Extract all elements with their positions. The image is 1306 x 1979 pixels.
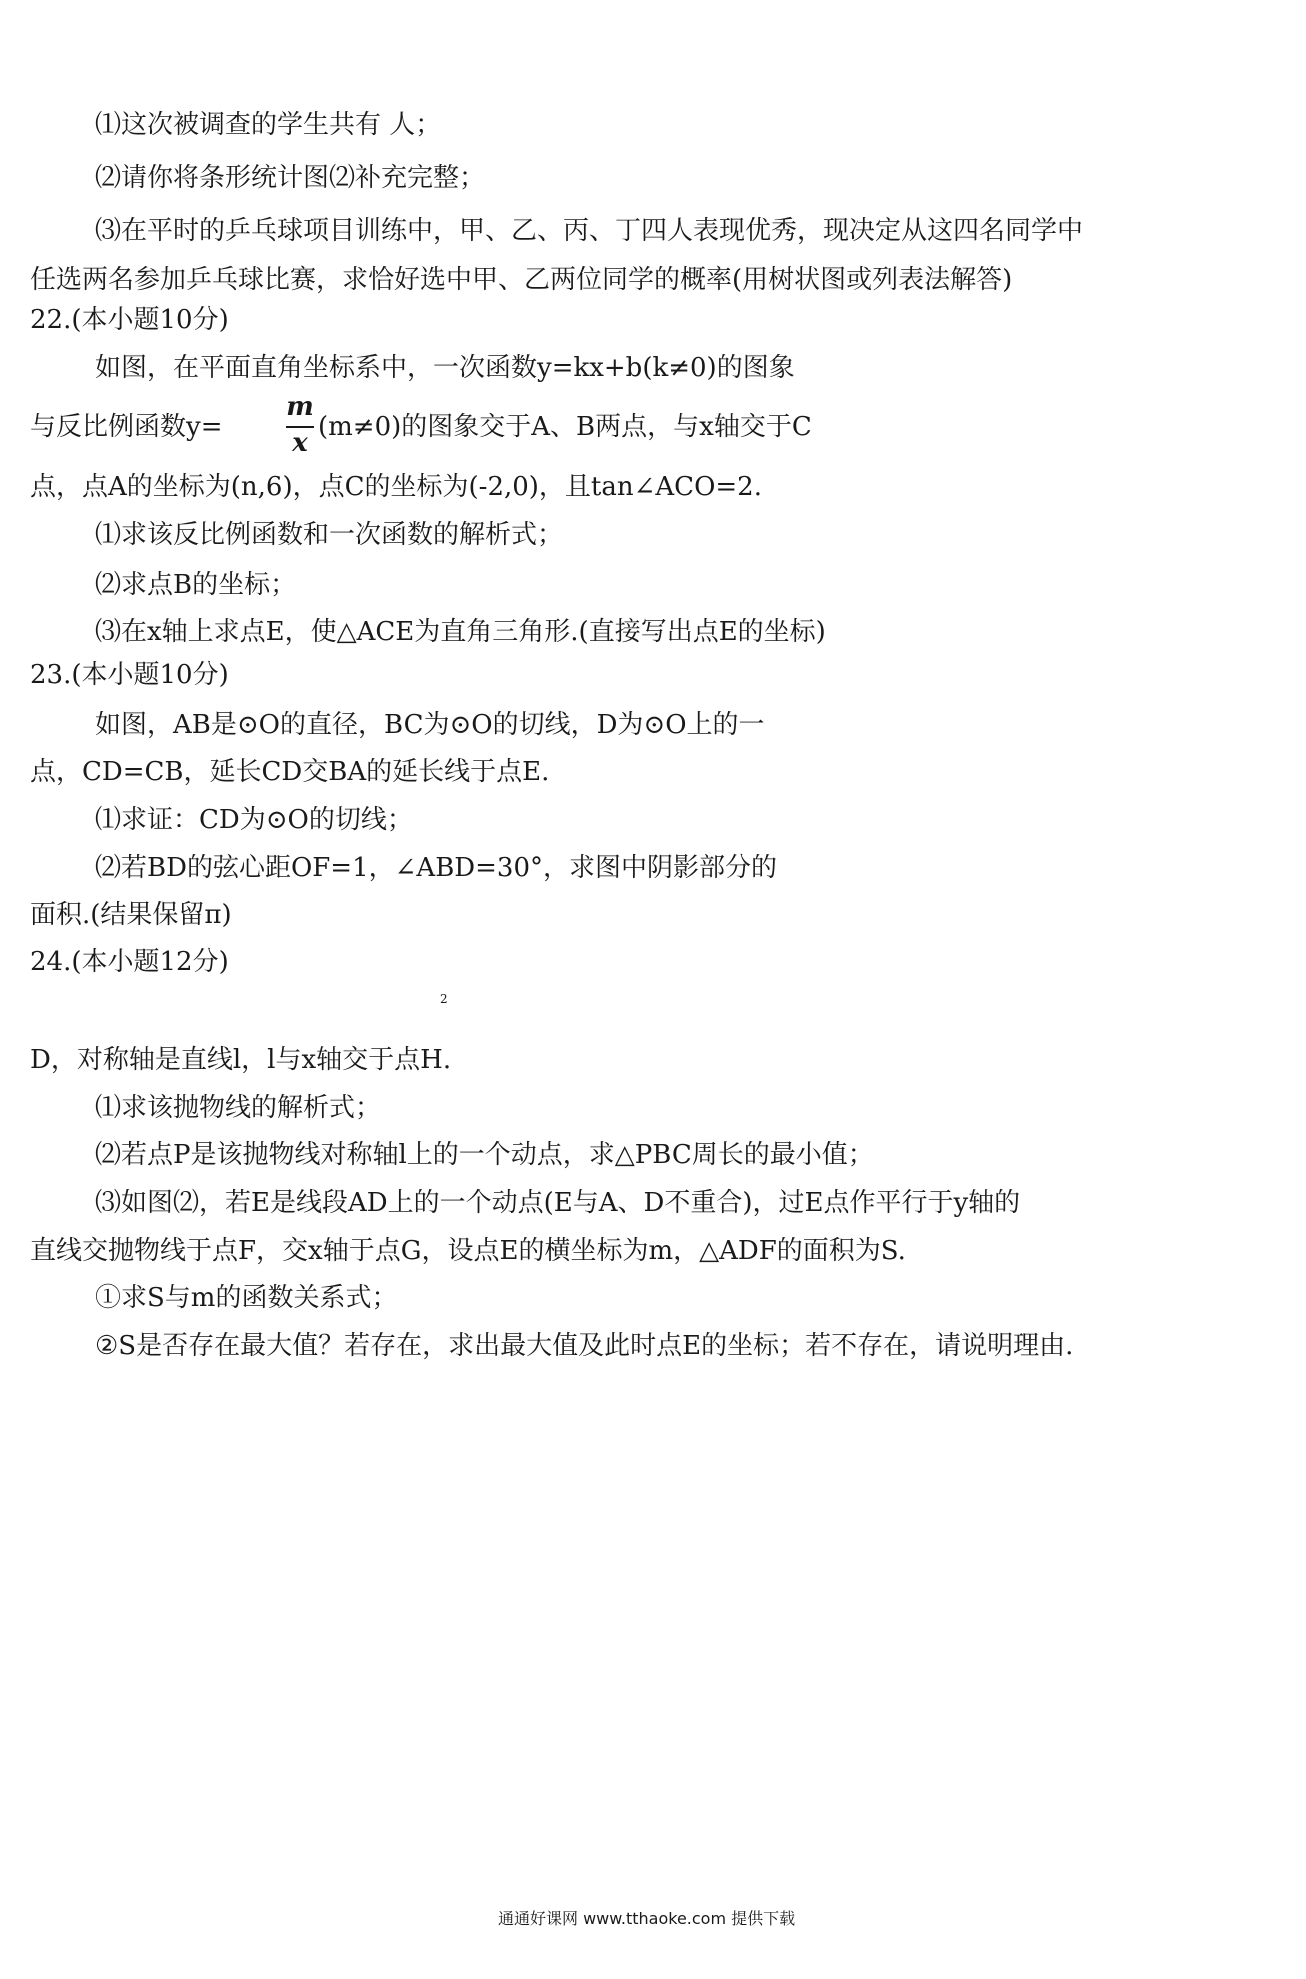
superscript-two: 2	[440, 992, 448, 1006]
q22-part1: ⑴求该反比例函数和一次函数的解析式；	[95, 520, 564, 550]
q24-part3-line2: 直线交抛物线于点F，交x轴于点G，设点E的横坐标为m，△ADF的面积为S.	[30, 1236, 906, 1266]
q23-part2-line2: 面积.(结果保留π)	[30, 900, 232, 930]
q22-line2-pre: 与反比例函数y=	[30, 412, 223, 442]
q24-header: 24.(本小题12分)	[30, 947, 229, 977]
q24-part2: ⑵若点P是该抛物线对称轴l上的一个动点，求△PBC周长的最小值；	[95, 1140, 874, 1170]
q24-line1: D，对称轴是直线l，l与x轴交于点H.	[30, 1045, 452, 1075]
q22-line1: 如图，在平面直角坐标系中，一次函数y=kx+b(k≠0)的图象	[95, 353, 795, 383]
q23-part1: ⑴求证：CD为⊙O的切线；	[95, 805, 413, 835]
q24-sub2: ②S是否存在最大值？若存在，求出最大值及此时点E的坐标；若不存在，请说明理由.	[95, 1331, 1074, 1361]
page-footer: 通通好课网 www.tthaoke.com 提供下载	[498, 1909, 796, 1928]
q24-part3-line1: ⑶如图⑵，若E是线段AD上的一个动点(E与A、D不重合)，过E点作平行于y轴的	[95, 1188, 1021, 1218]
fraction-numerator: m	[286, 392, 314, 422]
fraction-denominator: x	[292, 428, 308, 458]
q22-header: 22.(本小题10分)	[30, 305, 229, 335]
q22-line2-post: (m≠0)的图象交于A、B两点，与x轴交于C	[318, 412, 812, 442]
q21-part3-line1: ⑶在平时的乒乓球项目训练中，甲、乙、丙、丁四人表现优秀，现决定从这四名同学中	[95, 216, 1084, 246]
q21-part1: ⑴这次被调查的学生共有 人；	[95, 110, 442, 140]
q22-part3: ⑶在x轴上求点E，使△ACE为直角三角形.(直接写出点E的坐标)	[95, 617, 826, 647]
q22-line3: 点，点A的坐标为(n,6)，点C的坐标为(-2,0)，且tan∠ACO=2.	[30, 472, 762, 502]
q23-line1: 如图，AB是⊙O的直径，BC为⊙O的切线，D为⊙O上的一	[95, 710, 765, 740]
q23-header: 23.(本小题10分)	[30, 660, 229, 690]
q21-part3-line2: 任选两名参加乒乓球比赛，求恰好选中甲、乙两位同学的概率(用树状图或列表法解答)	[30, 265, 1013, 295]
q21-part2: ⑵请你将条形统计图⑵补充完整；	[95, 163, 486, 193]
q23-part2-line1: ⑵若BD的弦心距OF=1，∠ABD=30°，求图中阴影部分的	[95, 853, 778, 883]
q24-part1: ⑴求该抛物线的解析式；	[95, 1093, 382, 1123]
q22-part2: ⑵求点B的坐标；	[95, 570, 297, 600]
q24-sub1: ①求S与m的函数关系式；	[95, 1283, 398, 1313]
q23-line2: 点，CD=CB，延长CD交BA的延长线于点E.	[30, 757, 550, 787]
